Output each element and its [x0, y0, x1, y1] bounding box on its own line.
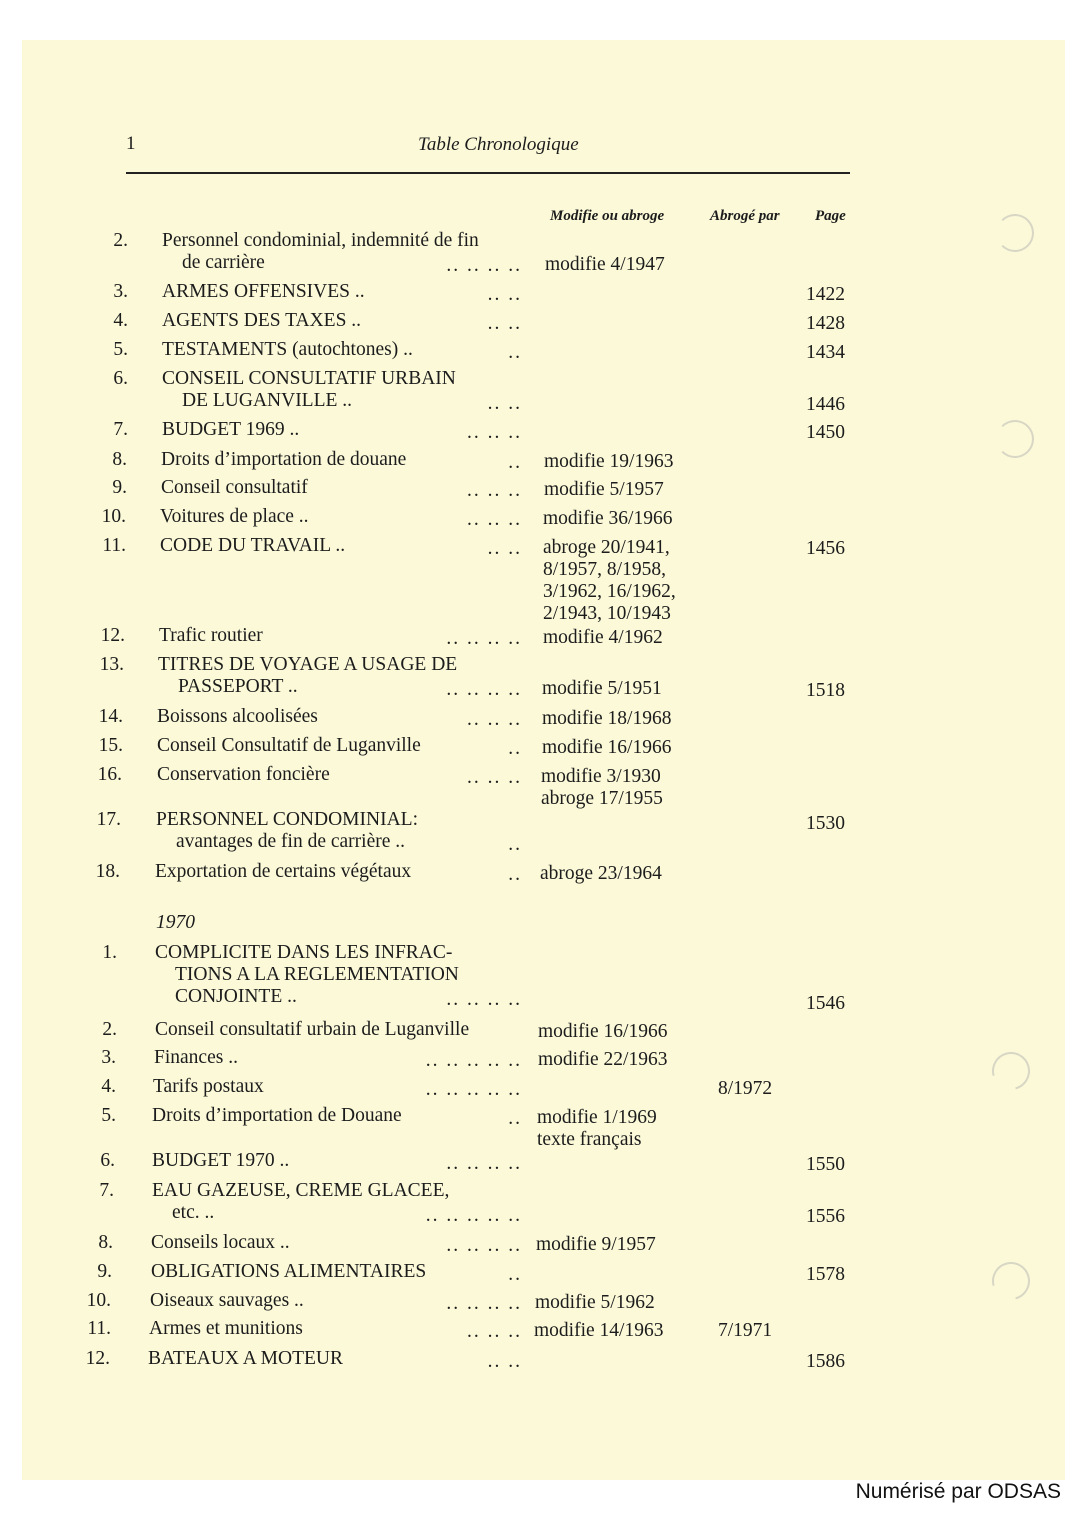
y1969-entry-title: de carrière [182, 252, 265, 273]
y1970-entry-title: BATEAUX A MOTEUR [148, 1348, 344, 1369]
y1970-leader-dots: .. .. .. .. .. [425, 1205, 522, 1226]
y1969-entry-number: 4. [113, 310, 128, 331]
y1969-entry-title: Voitures de place .. [160, 506, 309, 527]
y1969-page-value: 1446 [806, 394, 845, 415]
column-header-modifies: Modifie ou abroge [550, 208, 665, 224]
y1969-entry-number: 5. [113, 339, 128, 360]
y1969-modifies-value: 8/1957, 8/1958, [543, 559, 666, 580]
y1969-entry-title: CONSEIL CONSULTATIF URBAIN [162, 368, 456, 389]
y1969-entry-number: 7. [113, 419, 128, 440]
y1969-leader-dots: .. .. [487, 538, 522, 559]
y1970-leader-dots: .. .. .. .. [446, 1293, 522, 1314]
y1969-leader-dots: .. [508, 834, 522, 855]
y1970-modifies-value: modifie 9/1957 [536, 1234, 656, 1255]
y1969-page-value: 1518 [806, 680, 845, 701]
y1969-entry-title: ARMES OFFENSIVES .. [162, 281, 365, 302]
y1969-entry-title: PASSEPORT .. [178, 676, 298, 697]
y1969-entry-title: Conservation foncière [157, 764, 330, 785]
y1970-entry-title: Tarifs postaux [153, 1076, 264, 1097]
y1969-entry-title: Personnel condominial, indemnité de fin [162, 230, 479, 251]
y1970-entry-number: 6. [100, 1150, 115, 1171]
y1969-entry-number: 2. [113, 230, 128, 251]
y1969-entry-number: 17. [96, 809, 121, 830]
y1970-leader-dots: .. .. .. [467, 1321, 522, 1342]
y1970-repealed-by-value: 8/1972 [718, 1078, 773, 1099]
y1970-page-value: 1546 [806, 993, 845, 1014]
y1970-modifies-value: modifie 22/1963 [538, 1049, 668, 1070]
y1969-modifies-value: abroge 23/1964 [540, 863, 662, 884]
header-rule [126, 172, 850, 174]
y1969-modifies-value: modifie 18/1968 [542, 708, 672, 729]
y1970-entry-title: TIONS A LA REGLEMENTATION [175, 964, 459, 985]
y1969-entry-title: Conseil Consultatif de Luganville [157, 735, 421, 756]
y1969-modifies-value: modifie 4/1962 [543, 627, 663, 648]
y1970-entry-title: Droits d’importation de Douane [152, 1105, 402, 1126]
y1969-entry-title: TESTAMENTS (autochtones) .. [162, 339, 413, 360]
y1970-leader-dots: .. .. .. .. [446, 989, 522, 1010]
y1970-entry-number: 9. [97, 1261, 112, 1282]
y1969-entry-number: 14. [98, 706, 123, 727]
y1969-page-value: 1456 [806, 538, 845, 559]
y1969-entry-number: 6. [113, 368, 128, 389]
y1969-entry-number: 10. [101, 506, 126, 527]
y1969-entry-title: CODE DU TRAVAIL .. [160, 535, 346, 556]
y1970-entry-number: 5. [101, 1105, 116, 1126]
y1970-entry-title: BUDGET 1970 .. [152, 1150, 290, 1171]
y1970-leader-dots: .. .. .. .. .. [425, 1050, 522, 1071]
y1969-leader-dots: .. .. [487, 393, 522, 414]
y1969-page-value: 1422 [806, 284, 845, 305]
y1970-leader-dots: .. .. .. .. [446, 1153, 522, 1174]
y1969-modifies-value: modifie 3/1930 [541, 766, 661, 787]
y1969-entry-number: 15. [98, 735, 123, 756]
y1970-leader-dots: .. .. .. .. .. [425, 1079, 522, 1100]
y1969-entry-title: Trafic routier [159, 625, 263, 646]
punch-hole-2 [996, 420, 1034, 458]
y1970-entry-number: 1. [102, 942, 117, 963]
y1969-entry-title: BUDGET 1969 .. [162, 419, 300, 440]
y1970-page-value: 1550 [806, 1154, 845, 1175]
y1969-page-value: 1428 [806, 313, 845, 334]
y1970-entry-number: 8. [98, 1232, 113, 1253]
y1969-entry-title: AGENTS DES TAXES .. [162, 310, 362, 331]
y1970-entry-title: Conseil consultatif urbain de Luganville [155, 1019, 470, 1040]
y1970-entry-title: OBLIGATIONS ALIMENTAIRES [151, 1261, 427, 1282]
y1969-entry-number: 12. [100, 625, 125, 646]
y1969-modifies-value: 3/1962, 16/1962, [543, 581, 676, 602]
y1969-leader-dots: .. .. .. [467, 422, 522, 443]
y1969-entry-number: 9. [112, 477, 127, 498]
y1970-entry-number: 4. [101, 1076, 116, 1097]
y1970-entry-title: Finances .. [154, 1047, 238, 1068]
y1970-entry-number: 12. [85, 1348, 110, 1369]
y1969-leader-dots: .. .. .. .. [446, 628, 522, 649]
y1970-modifies-value: modifie 16/1966 [538, 1021, 668, 1042]
y1970-page-value: 1586 [806, 1351, 845, 1372]
column-header-repealed-by: Abrogé par [710, 208, 780, 224]
y1969-leader-dots: .. .. [487, 284, 522, 305]
y1970-modifies-value: texte français [537, 1129, 642, 1150]
y1969-entry-number: 8. [112, 449, 127, 470]
y1969-modifies-value: modifie 16/1966 [542, 737, 672, 758]
y1969-leader-dots: .. [508, 738, 522, 759]
y1970-page-value: 1578 [806, 1264, 845, 1285]
y1969-modifies-value: abroge 20/1941, [543, 537, 670, 558]
y1969-entry-number: 18. [95, 861, 120, 882]
y1969-modifies-value: modifie 4/1947 [545, 254, 665, 275]
punch-hole-1 [996, 214, 1034, 252]
year-heading-1970: 1970 [156, 912, 195, 933]
y1970-page-value: 1556 [806, 1206, 845, 1227]
y1969-modifies-value: modifie 5/1951 [542, 678, 662, 699]
column-header-page: Page [815, 208, 846, 224]
y1970-entry-number: 10. [86, 1290, 111, 1311]
y1969-modifies-value: modifie 19/1963 [544, 451, 674, 472]
y1969-leader-dots: .. .. [487, 313, 522, 334]
y1969-leader-dots: .. .. .. [467, 767, 522, 788]
y1969-page-value: 1450 [806, 422, 845, 443]
y1969-entry-title: Exportation de certains végétaux [155, 861, 412, 882]
y1969-page-value: 1434 [806, 342, 845, 363]
y1969-entry-number: 3. [113, 281, 128, 302]
y1970-modifies-value: modifie 14/1963 [534, 1320, 664, 1341]
y1969-leader-dots: .. .. .. [467, 480, 522, 501]
y1969-entry-title: avantages de fin de carrière .. [176, 831, 405, 852]
y1970-entry-title: EAU GAZEUSE, CREME GLACEE, [152, 1180, 450, 1201]
y1969-entry-title: Conseil consultatif [161, 477, 308, 498]
y1970-leader-dots: .. [508, 1108, 522, 1129]
y1970-entry-number: 2. [102, 1019, 117, 1040]
digitization-credit: Numérisé par ODSAS [855, 1480, 1061, 1503]
running-title: Table Chronologique [418, 134, 579, 155]
y1969-leader-dots: .. [508, 342, 522, 363]
y1969-page-value: 1530 [806, 813, 845, 834]
y1970-leader-dots: .. [508, 1264, 522, 1285]
y1969-leader-dots: .. [508, 452, 522, 473]
y1969-entry-title: PERSONNEL CONDOMINIAL: [156, 809, 418, 830]
y1969-leader-dots: .. .. .. .. [446, 255, 522, 276]
y1969-modifies-value: 2/1943, 10/1943 [543, 603, 671, 624]
y1970-modifies-value: modifie 1/1969 [537, 1107, 657, 1128]
y1970-entry-number: 11. [87, 1318, 111, 1339]
y1969-leader-dots: .. .. .. .. [446, 679, 522, 700]
y1969-leader-dots: .. .. .. [467, 509, 522, 530]
y1970-entry-title: Conseils locaux .. [151, 1232, 290, 1253]
y1969-entry-number: 11. [102, 535, 126, 556]
y1970-entry-number: 7. [99, 1180, 114, 1201]
y1970-entry-title: CONJOINTE .. [175, 986, 297, 1007]
y1970-entry-number: 3. [101, 1047, 116, 1068]
y1970-leader-dots: .. .. .. .. [446, 1235, 522, 1256]
y1969-entry-number: 16. [97, 764, 122, 785]
y1970-entry-title: Armes et munitions [149, 1318, 303, 1339]
y1970-repealed-by-value: 7/1971 [718, 1320, 773, 1341]
y1970-entry-title: etc. .. [172, 1202, 215, 1223]
y1969-entry-title: Boissons alcoolisées [157, 706, 318, 727]
y1969-entry-title: DE LUGANVILLE .. [182, 390, 353, 411]
y1969-modifies-value: modifie 5/1957 [544, 479, 664, 500]
page-number: 1 [126, 133, 136, 154]
y1969-modifies-value: abroge 17/1955 [541, 788, 663, 809]
y1969-entry-number: 13. [99, 654, 124, 675]
y1969-leader-dots: .. [508, 864, 522, 885]
y1970-modifies-value: modifie 5/1962 [535, 1292, 655, 1313]
y1969-entry-title: TITRES DE VOYAGE A USAGE DE [158, 654, 458, 675]
y1969-leader-dots: .. .. .. [467, 709, 522, 730]
y1969-entry-title: Droits d’importation de douane [161, 449, 407, 470]
y1970-entry-title: COMPLICITE DANS LES INFRAC- [155, 942, 453, 963]
y1970-leader-dots: .. .. [487, 1351, 522, 1372]
y1970-entry-title: Oiseaux sauvages .. [150, 1290, 304, 1311]
y1969-modifies-value: modifie 36/1966 [543, 508, 673, 529]
